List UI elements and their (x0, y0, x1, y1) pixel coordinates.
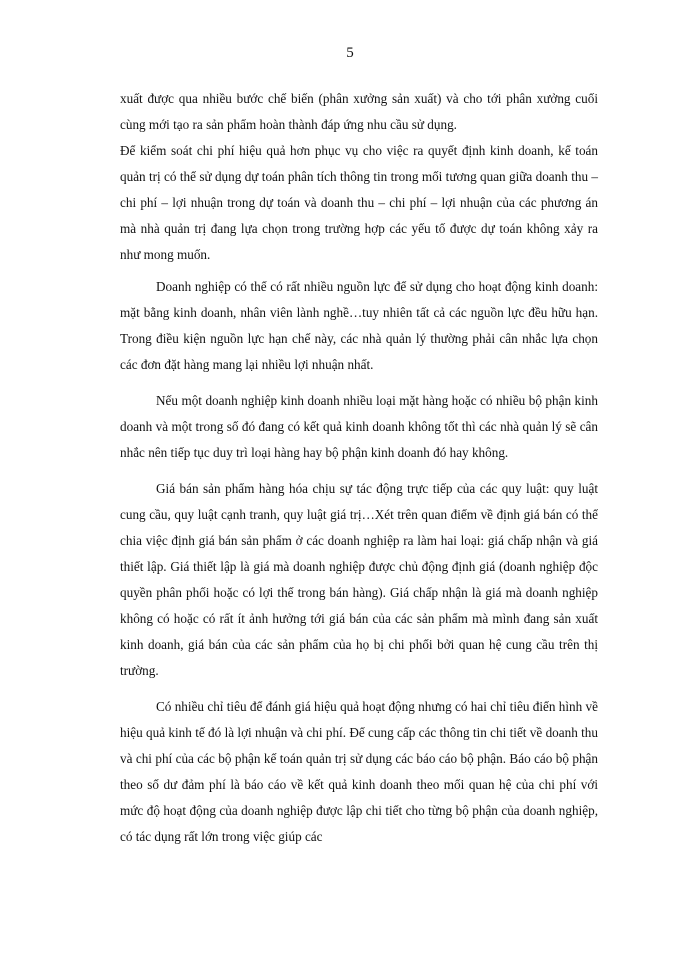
paragraph-resources: Doanh nghiệp có thể có rất nhiều nguồn lực để sử dụng cho hoạt động kinh doanh: mặt bằng kinh doanh, nhân viên lành nghề…tuy nhiên tất cả các nguồn lực đều hữu hạn. Trong điều kiện nguồn lực hạn chế này, các nhà quản lý thường phải cân nhắc lựa chọn các đơn đặt hàng mang lại nhiều lợi nhuận nhất. (120, 279, 598, 372)
page-number: 5 (346, 45, 354, 61)
paragraph-business-segments: Nếu một doanh nghiệp kinh doanh nhiều loại mặt hàng hoặc có nhiều bộ phận kinh doanh và một trong số đó đang có kết quả kinh doanh không tốt thì các nhà quản lý sẽ cân nhắc nên tiếp tục duy trì loại hàng hay bộ phận kinh doanh đó hay không. (120, 393, 598, 460)
paragraph-performance-indicators: Có nhiều chỉ tiêu để đánh giá hiệu quả hoạt động nhưng có hai chỉ tiêu điển hình về hiệu quả kinh tế đó là lợi nhuận và chi phí. Để cung cấp các thông tin chi tiết về doanh thu và chi phí của các bộ phận kế toán quản trị sử dụng các báo cáo bộ phận. Báo cáo bộ phận theo số dư đảm phí là báo cáo về kết quả kinh doanh theo mối quan hệ của chi phí với mức độ hoạt động của doanh nghiệp được lập chi tiết cho từng bộ phận của doanh nghiệp, có tác dụng rất lớn trong việc giúp các (120, 699, 598, 844)
paragraph-cost-control: Để kiểm soát chi phí hiệu quả hơn phục vụ cho việc ra quyết định kinh doanh, kế toán quản trị có thể sử dụng dự toán phân tích thông tin trong mối tương quan giữa doanh thu – chi phí – lợi nhuận trong dự toán và doanh thu – chi phí – lợi nhuận của các phương án mà nhà quản trị đang lựa chọn trong trường hợp các yếu tố được dự toán không xảy ra như mong muốn. (120, 143, 598, 262)
paragraph-pricing: Giá bán sản phẩm hàng hóa chịu sự tác động trực tiếp của các quy luật: quy luật cung cầu, quy luật cạnh tranh, quy luật giá trị…Xét trên quan điểm về định giá bán có thể chia việc định giá bán sản phẩm ở các doanh nghiệp ra làm hai loại: giá chấp nhận và giá thiết lập. Giá thiết lập là giá mà doanh nghiệp được chủ động định giá (doanh nghiệp độc quyền phân phối hoặc có lợi thế trong bán hàng). Giá chấp nhận là giá mà doanh nghiệp không có hoặc có rất ít ảnh hưởng tới giá bán của các sản phẩm mà mình đang sản xuất kinh doanh, giá bán của các sản phẩm của họ bị chi phối bởi quan hệ cung cầu trên thị trường. (120, 481, 598, 678)
paragraph-continuation: xuất được qua nhiều bước chế biến (phân xưởng sản xuất) và cho tới phân xưởng cuối cùng mới tạo ra sản phẩm hoàn thành đáp ứng nhu cầu sử dụng. (120, 91, 598, 132)
body-text (120, 86, 598, 860)
